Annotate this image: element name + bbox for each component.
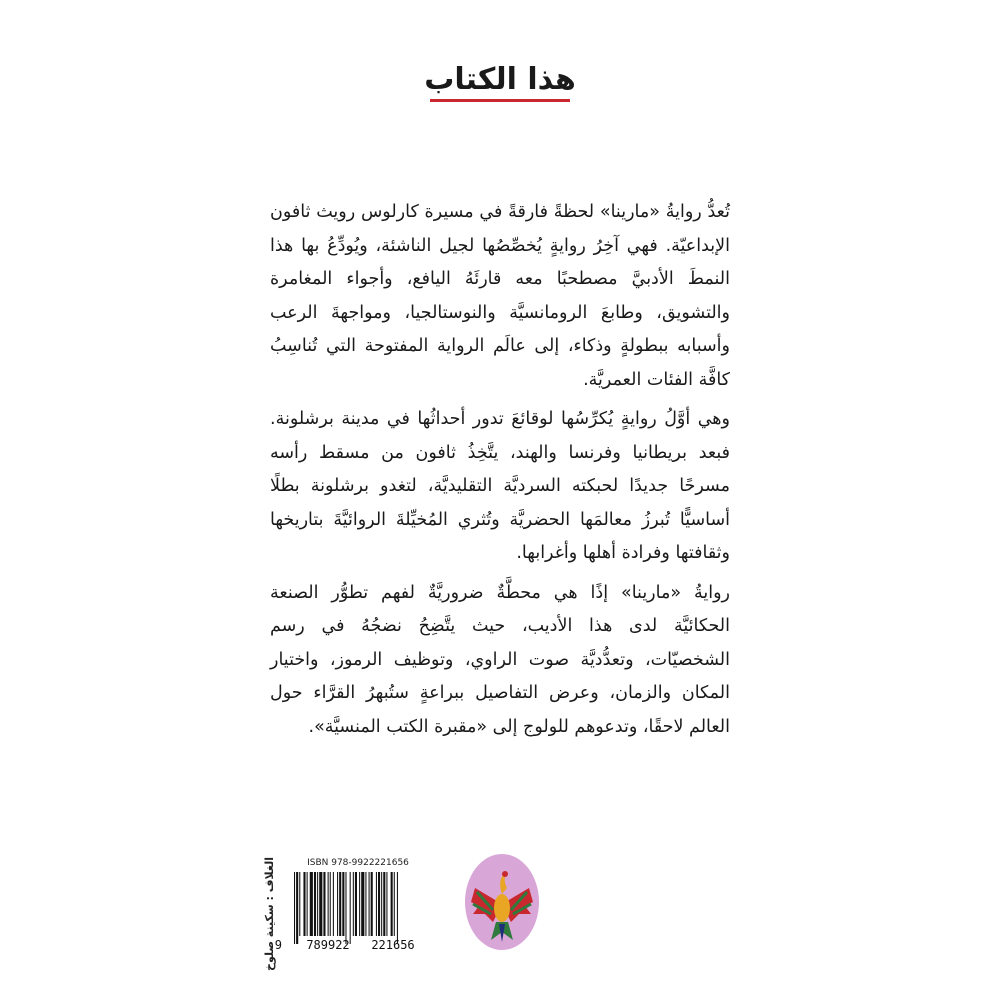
barcode-bar [323, 872, 325, 936]
barcode-bar [307, 872, 308, 936]
barcode-bar [355, 872, 357, 936]
barcode-bar [330, 872, 331, 936]
blurb-paragraph-3: روايةُ «مارينا» إذًا هي محطَّةٌ ضروريَّةٌ لفهم تطوُّر الصنعة الحكائيَّة لدى هذا الأديب، حيث يتَّضِحُ نضجُهُ في رسم الشخصيّات، وتعدُّديَّة صوت الراوي، وتوظيف الرموز، واختيار المكان والزمان، وعرض التفاصيل ببراعةٍ ستُبهرُ القرَّاء حول العالم لاحقًا، وتدعوهم للولوج إلى «مقبرة الكتب المنسيَّة». [270, 582, 730, 737]
cover-design-credit: الغلاف : سكينة صلوخ [263, 857, 276, 971]
barcode-bar [383, 872, 385, 936]
blurb-paragraph-2: وهي أوَّلُ روايةٍ يُكرِّسُها لوقائعَ تدور أحداثُها في مدينة برشلونة. فبعد بريطانيا وفرنسا والهند، يتَّخِذُ ثافون من مسقط رأسه مسرحًا جديدًا لحبكته السرديَّة التقليديَّة، لتغدو برشلونة بطلًا أساسيًّا تُبرزُ معالمَها الحضريَّة وتُثري المُخيِّلةَ الروائيَّةَ بتاريخها وثقافتها وفرادة أهلها وأغرابها. [270, 409, 730, 563]
barcode-bar [342, 872, 344, 936]
barcode-bar [386, 872, 387, 936]
barcode-bar [339, 872, 341, 936]
barcode-bar [333, 872, 334, 936]
barcode-bar [317, 872, 318, 936]
barcode-bar [310, 872, 313, 936]
barcode-bar [359, 872, 360, 936]
barcode-bar [353, 872, 354, 936]
barcode-bar [378, 872, 380, 936]
barcode-bar [294, 872, 295, 944]
barcode-bar [397, 872, 398, 944]
barcode-bar [314, 872, 316, 936]
barcode-bar [365, 872, 366, 936]
barcode-bar [371, 872, 373, 936]
barcode-bar [337, 872, 338, 936]
barcode-bar [303, 872, 305, 936]
barcode-right-digits: 221656 [371, 938, 415, 952]
barcode-bar [345, 872, 346, 944]
isbn-label: ISBN 978-9922221656 [307, 858, 409, 868]
barcode-bar [361, 872, 364, 936]
isbn-barcode [274, 858, 438, 966]
blurb-paragraph-1: تُعدُّ روايةُ «مارينا» لحظةً فارقةً في مسيرة كارلوس رويث ثافون الإبداعيّة. فهي آخِرُ روايةٍ يُخصِّصُها لجيل الناشئة، ويُودِّعُ بها هذا النمطَ الأدبيَّ مصطحبًا معه قارئَهُ اليافع، وأجواء المغامرة والتشويق، وطابعَ الرومانسيَّة والنوستالجيا، ومواجهةَ الرعب وأسبابه ببطولةٍ وذكاء، إلى عالَم الرواية المفتوحة التي تُناسِبُ كافَّة الفئات العمريَّة. [270, 202, 730, 390]
barcode-bars [274, 872, 438, 952]
barcode-bar [328, 872, 329, 936]
barcode-bar [394, 872, 395, 936]
barcode-bar [296, 872, 298, 944]
phoenix-bird-icon [463, 852, 541, 952]
barcode-bar [319, 872, 322, 936]
barcode-bar [391, 872, 393, 936]
barcode-first-digit: 9 [274, 938, 282, 952]
barcode-bar [350, 872, 351, 944]
title-underline [430, 99, 570, 102]
barcode-bar [369, 872, 370, 936]
blurb-text [270, 196, 730, 750]
barcode-left-digits: 789922 [306, 938, 350, 952]
barcode-bar [381, 872, 382, 936]
barcode-bar [376, 872, 377, 936]
barcode-bar [299, 872, 300, 936]
page-title: هذا الكتاب [424, 62, 576, 97]
